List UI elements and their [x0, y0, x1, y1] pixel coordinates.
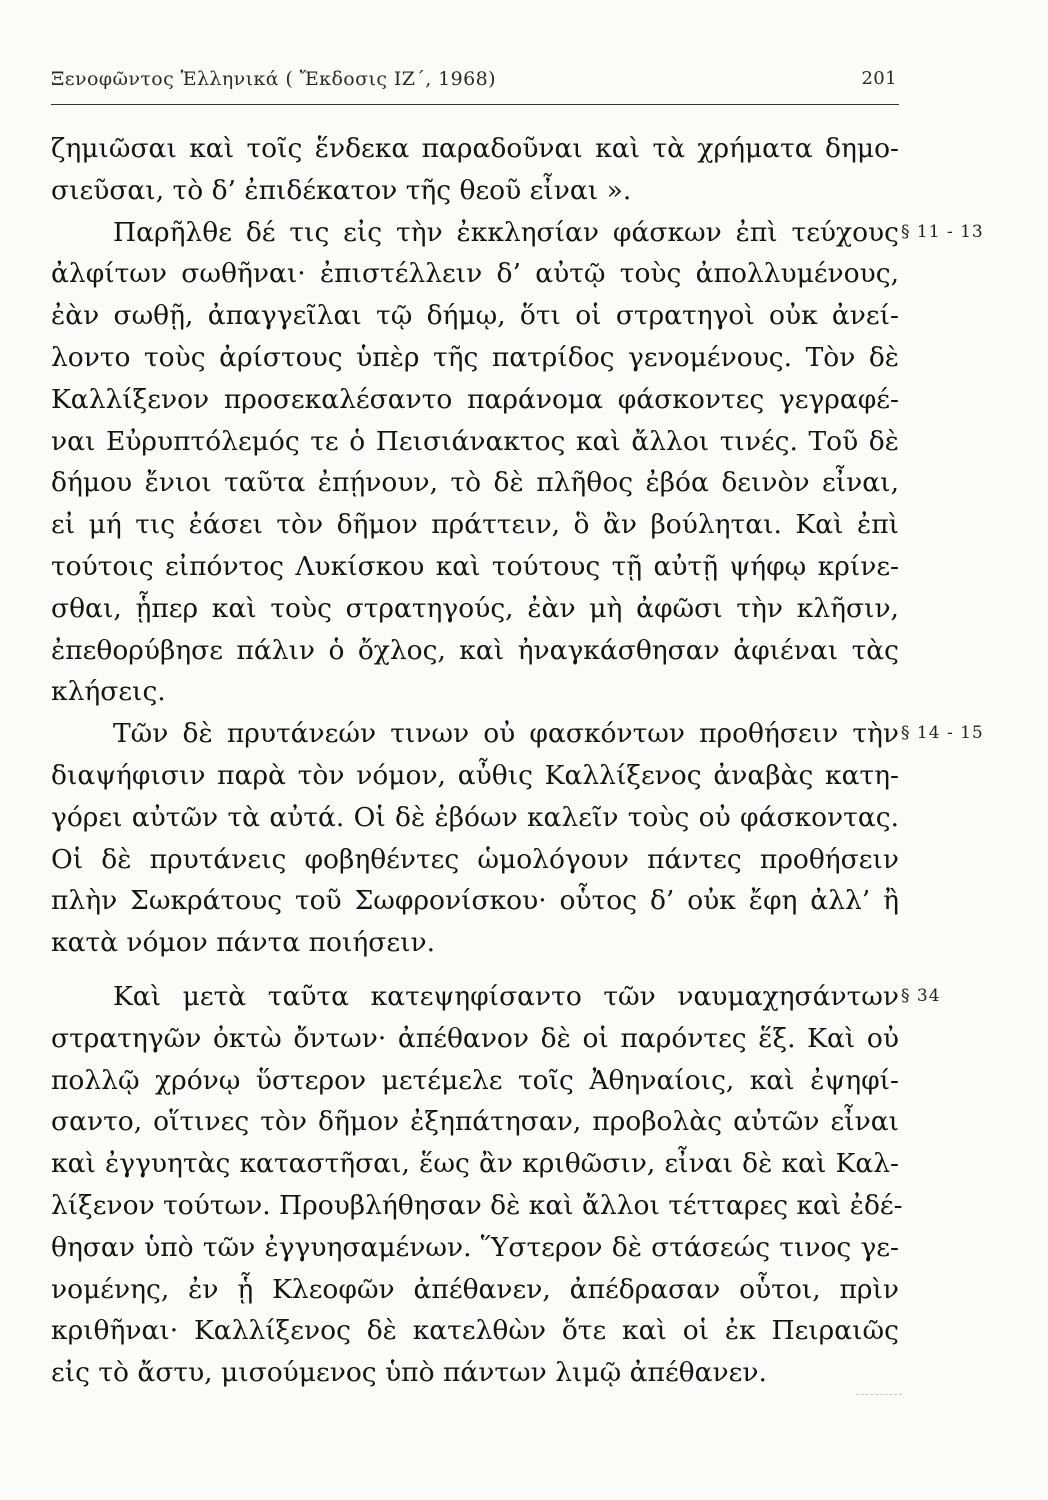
- marginal-section-reference: § 11 - 13: [901, 221, 984, 242]
- paragraph-gap: [51, 964, 899, 976]
- text-line: στρατηγῶν ὀκτὼ ὄντων· ἀπέθανον δὲ οἱ παρόντες ἕξ. Καὶ οὐ: [51, 1022, 899, 1054]
- text-line: σθαι, ᾗπερ καὶ τοὺς στρατηγούς, ἐὰν μὴ ἀφῶσι τὴν κλῆσιν,: [51, 592, 899, 624]
- text-line: θησαν ὑπὸ τῶν ἐγγυησαμένων. Ὕστερον δὲ στάσεώς τινος γε-: [51, 1231, 899, 1263]
- text-line: γόρει αὐτῶν τὰ αὐτά. Οἱ δὲ ἐβόων καλεῖν τοὺς οὐ φάσκοντας.: [51, 801, 899, 833]
- text-line: ναι Εὐρυπτόλεμός τε ὁ Πεισιάνακτος καὶ ἄλλοι τινές. Τοῦ δὲ: [51, 425, 899, 457]
- text-line: εἰς τὸ ἄστυ, μισούμενος ὑπὸ πάντων λιμῷ ἀπέθανεν.: [51, 1357, 767, 1389]
- text-line: πολλῷ χρόνῳ ὕστερον μετέμελε τοῖς Ἀθηναίοις, καὶ ἐψηφί-: [51, 1064, 899, 1096]
- text-line: διαψήφισιν παρὰ τὸν νόμον, αὖθις Καλλίξενος ἀναβὰς κατη-: [51, 759, 899, 791]
- line-text: Καὶ μετὰ ταῦτα κατεψηφίσαντο τῶν ναυμαχησάντων: [113, 980, 899, 1012]
- line-text: Τῶν δὲ πρυτάνεών τινων οὐ φασκόντων προθήσειν τὴν: [113, 718, 899, 750]
- text-line: εἰ μή τις ἐάσει τὸν δῆμον πράττειν, ὃ ἂν βούληται. Καὶ ἐπὶ: [51, 509, 899, 541]
- marginal-section-reference: § 14 - 15: [901, 723, 984, 744]
- text-line: τούτοις εἰπόντος Λυκίσκου καὶ τούτους τῇ αὐτῇ ψήφῳ κρίνε-: [51, 550, 899, 582]
- header-rule: [51, 104, 899, 105]
- text-line: σιεῦσαι, τὸ δ’ ἐπιδέκατον τῆς θεοῦ εἶναι ».: [51, 174, 632, 206]
- text-line: δήμου ἔνιοι ταῦτα ἐπῄνουν, τὸ δὲ πλῆθος ἐβόα δεινὸν εἶναι,: [51, 467, 899, 499]
- paragraph-34: [51, 976, 941, 1394]
- marginal-section-reference: § 34: [901, 985, 941, 1006]
- text-line: ἐπεθορύβησε πάλιν ὁ ὄχλος, καὶ ἠναγκάσθησαν ἀφιέναι τὰς: [51, 634, 899, 666]
- text-line: κριθῆναι· Καλλίξενος δὲ κατελθὼν ὅτε καὶ οἱ ἐκ Πειραιῶς: [51, 1315, 899, 1347]
- paragraph-11-13: [51, 212, 984, 714]
- text-line: ἐὰν σωθῇ, ἀπαγγεῖλαι τῷ δήμῳ, ὅτι οἱ στρατηγοὶ οὐκ ἀνεί-: [51, 300, 899, 332]
- text-line: νομένης, ἐν ᾗ Κλεοφῶν ἀπέθανεν, ἀπέδρασαν οὗτοι, πρὶν: [51, 1273, 899, 1305]
- text-line: Οἱ δὲ πρυτάνεις φοβηθέντες ὡμολόγουν πάντες προθήσειν: [51, 843, 899, 875]
- paragraph-14-15: [51, 713, 984, 964]
- paragraph-continuation: [51, 128, 899, 212]
- faint-bleedthrough-mark: [856, 1394, 902, 1395]
- body-text: [51, 128, 984, 1394]
- page-number: 201: [861, 68, 897, 89]
- text-line: λοντο τοὺς ἀρίστους ὑπὲρ τῆς πατρίδος γενομένους. Τὸν δὲ: [51, 341, 899, 373]
- text-line: ἀλφίτων σωθῆναι· ἐπιστέλλειν δ’ αὐτῷ τοὺς ἀπολλυμένους,: [51, 258, 899, 290]
- text-line: σαντο, οἵτινες τὸν δῆμον ἐξηπάτησαν, προβολὰς αὐτῶν εἶναι: [51, 1106, 899, 1138]
- line-text: Παρῆλθε δέ τις εἰς τὴν ἐκκλησίαν φάσκων ἐπὶ τεύχους: [113, 216, 899, 248]
- text-line: πλὴν Σωκράτους τοῦ Σωφρονίσκου· οὗτος δ’ οὐκ ἔφη ἀλλ’ ἢ: [51, 885, 899, 917]
- text-line: κατὰ νόμον πάντα ποιήσειν.: [51, 927, 435, 959]
- text-line: καὶ ἐγγυητὰς καταστῆσαι, ἕως ἂν κριθῶσιν, εἶναι δὲ καὶ Καλ-: [51, 1148, 899, 1180]
- text-line: λίξενον τούτων. Προυβλήθησαν δὲ καὶ ἄλλοι τέτταρες καὶ ἐδέ-: [51, 1189, 903, 1221]
- text-line: [51, 212, 984, 254]
- text-line: Καλλίξενον προσεκαλέσαντο παράνομα φάσκοντες γεγραφέ-: [51, 383, 899, 415]
- running-head-title: Ξενοφῶντος Ἑλληνικά ( Ἔκδοσις ΙΖ΄, 1968): [51, 68, 496, 90]
- text-line: [51, 713, 984, 755]
- text-line: κλήσεις.: [51, 676, 166, 708]
- text-line: [51, 976, 941, 1018]
- text-line: ζημιῶσαι καὶ τοῖς ἕνδεκα παραδοῦναι καὶ τὰ χρήματα δημο-: [51, 133, 899, 164]
